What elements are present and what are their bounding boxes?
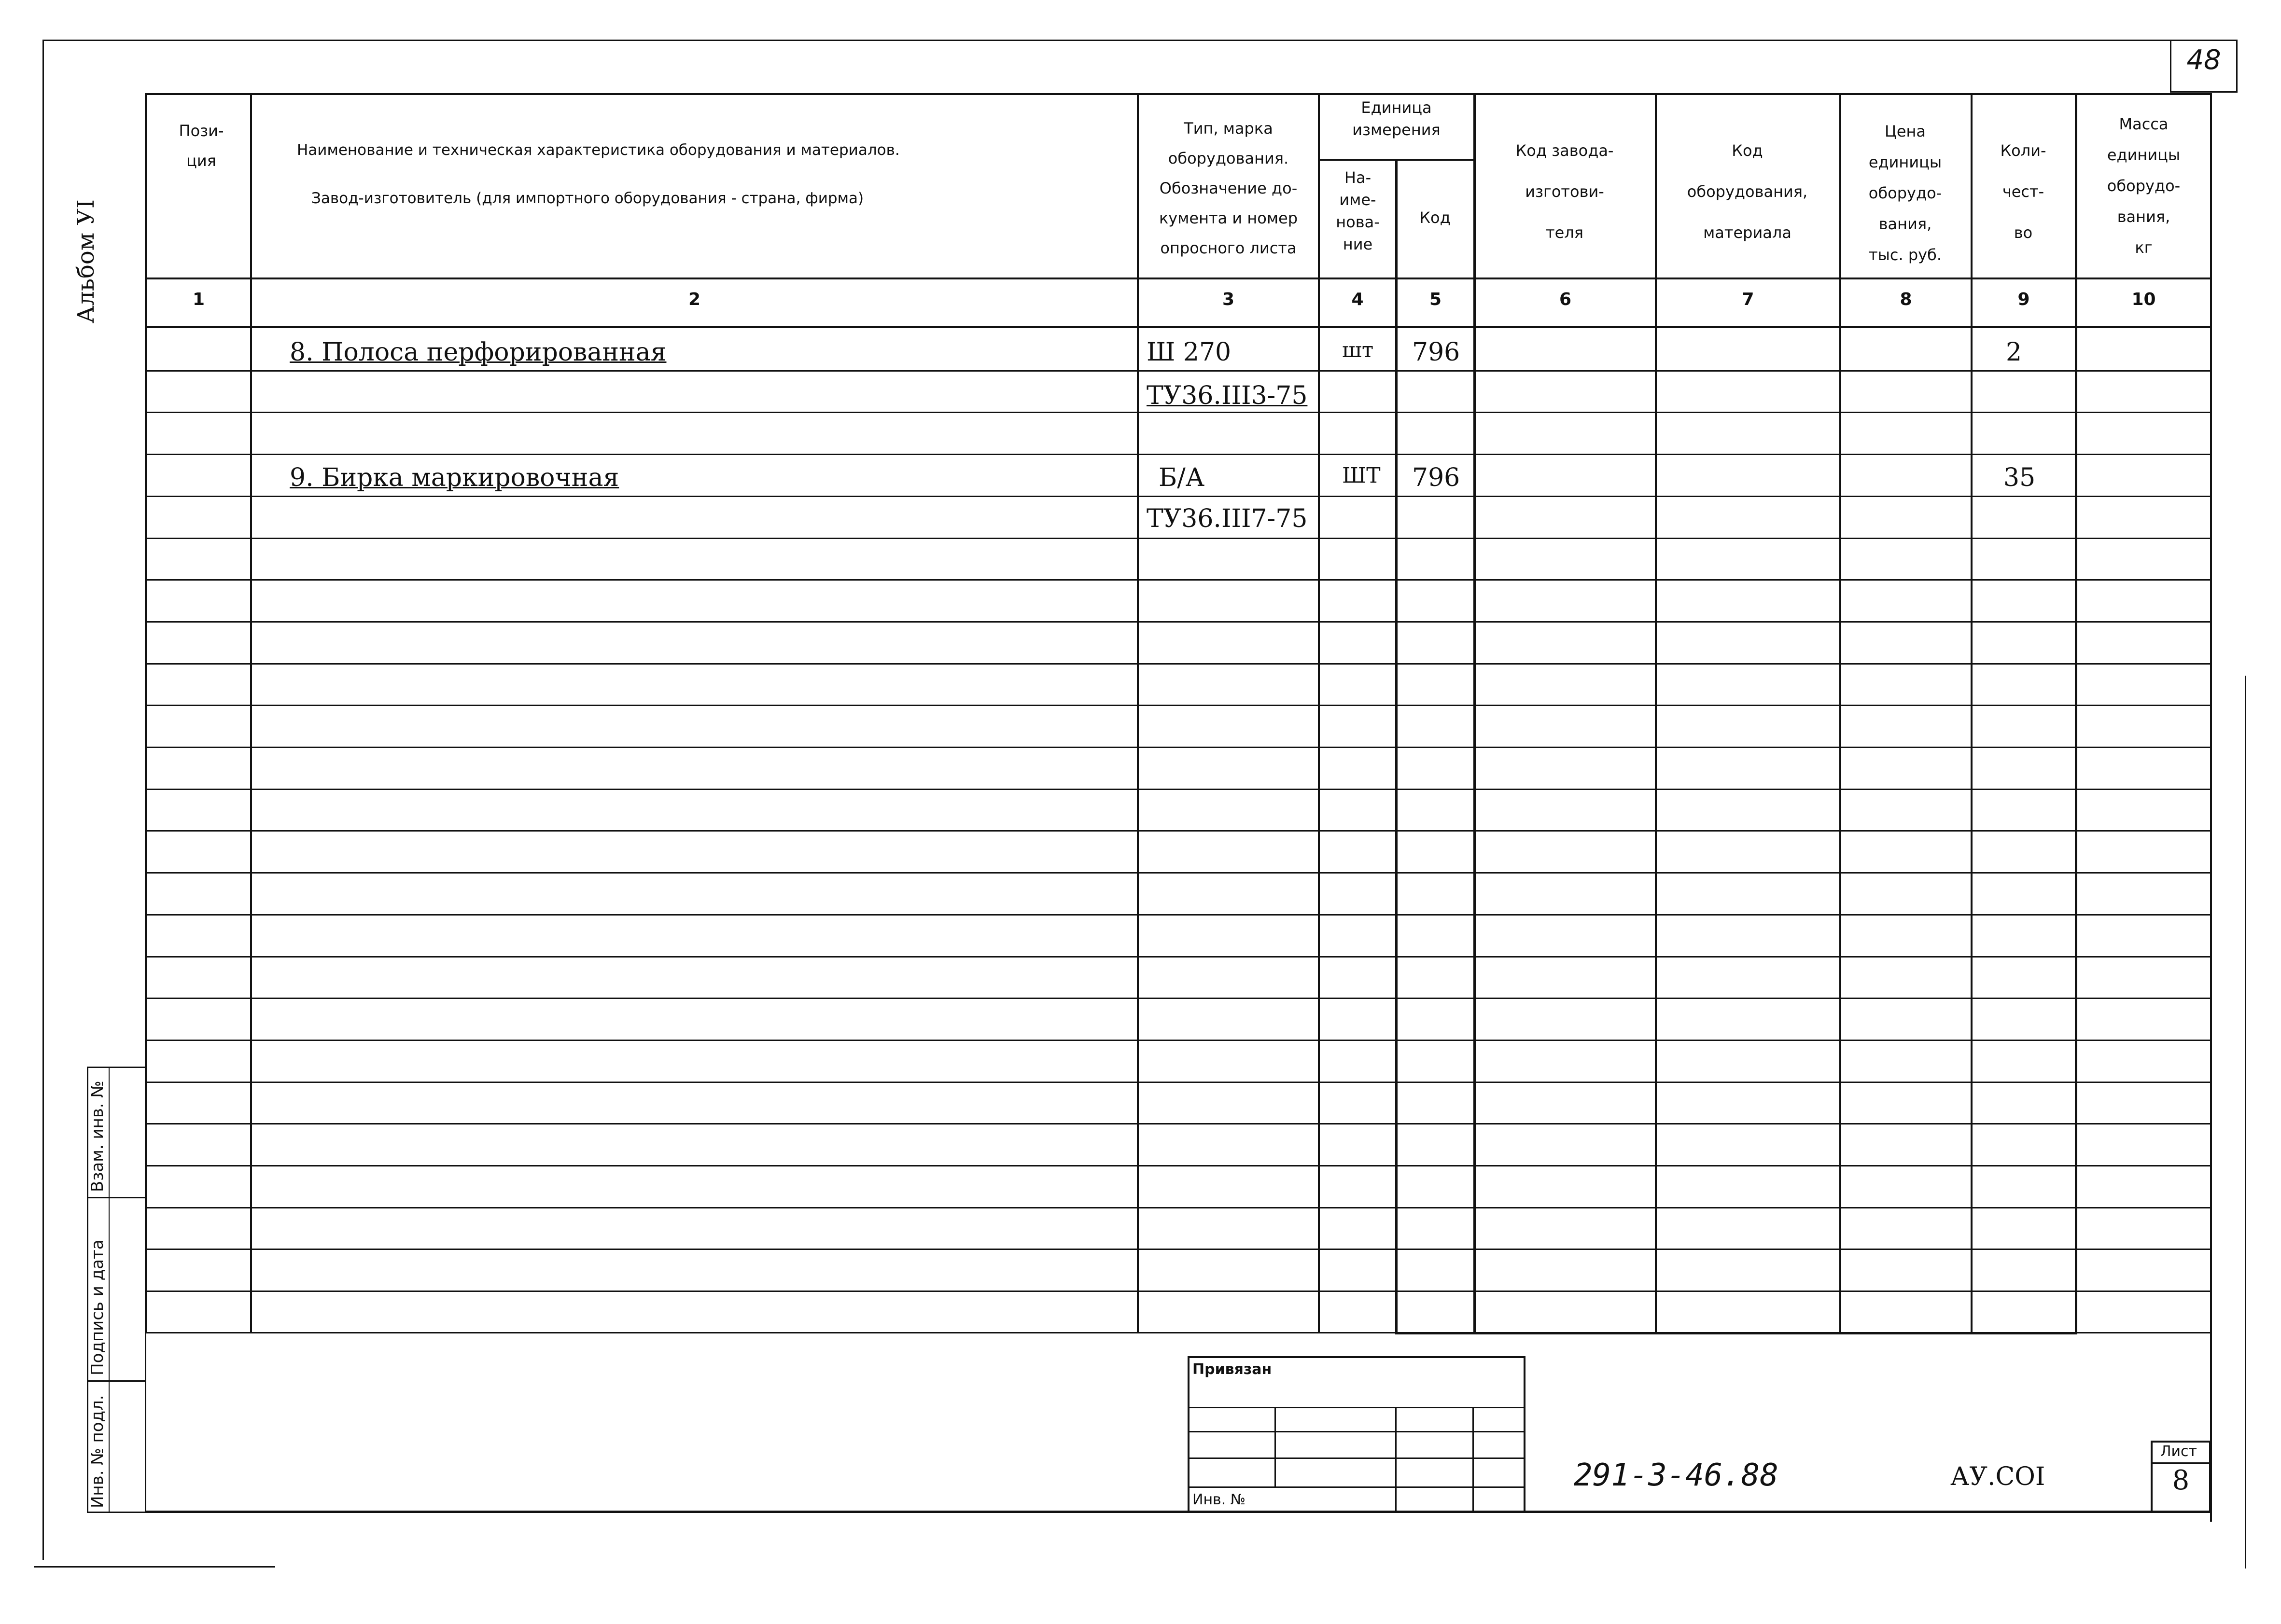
bound-col-1 <box>1274 1407 1276 1486</box>
row-rule <box>145 956 2211 958</box>
row-rule <box>145 1123 2211 1124</box>
header-unit-group: Единица измерения <box>1352 98 1441 139</box>
corner-sheet-number: 48 <box>2186 44 2221 76</box>
row-rule <box>145 1040 2211 1041</box>
row-rule <box>145 579 2211 581</box>
row-rule <box>145 454 2211 455</box>
col-line-8 <box>1971 93 1973 1334</box>
col-number-3: 3 <box>1222 290 1235 309</box>
col-line-3 <box>1318 93 1320 1333</box>
table-top-border <box>145 93 2211 95</box>
col-line-5 <box>1473 93 1476 1334</box>
row-rule <box>145 830 2211 832</box>
row-rule <box>145 538 2211 539</box>
header-factory-code: Код завода- изготови- теля <box>1515 141 1614 242</box>
sheet-box-divider <box>2151 1462 2211 1464</box>
row-rule <box>145 1207 2211 1208</box>
col-line-6 <box>1655 93 1657 1334</box>
col-number-9: 9 <box>2017 290 2030 309</box>
row-4-type: ТУ36.III7-75 <box>1147 504 1308 533</box>
row-rule <box>145 621 2211 623</box>
row-3-qty: 35 <box>2003 463 2036 492</box>
row-rule <box>145 370 2211 372</box>
row-rule <box>145 872 2211 874</box>
header-unit-code: Код <box>1419 208 1451 227</box>
col-number-1: 1 <box>192 290 205 309</box>
page-edge-line <box>34 1566 275 1568</box>
row-rule <box>145 1249 2211 1250</box>
bound-row-2 <box>1188 1431 1525 1432</box>
stamp-signature-date: Подпись и дата <box>88 1239 107 1375</box>
stamp-replacement-inv: Взам. инв. № <box>88 1081 107 1192</box>
stamp-strip-inner <box>109 1067 110 1513</box>
stamp-strip-div2 <box>87 1380 146 1382</box>
col-line-2 <box>1137 93 1139 1333</box>
row-3-name: 9. Бирка маркировочная <box>290 463 619 492</box>
outer-border-top <box>42 40 2210 41</box>
sheet-number: 8 <box>2172 1465 2190 1496</box>
row-1-name: 8. Полоса перфорированная <box>290 338 667 367</box>
header-name-line2: Завод-изготовитель (для импортного оборудования - страна, фирма) <box>311 190 864 207</box>
inv-label: Инв. № <box>1192 1491 1246 1508</box>
row-rule <box>145 789 2211 790</box>
bound-col-2 <box>1395 1407 1397 1513</box>
stamp-strip-top <box>87 1067 146 1068</box>
bound-row-4 <box>1188 1486 1525 1488</box>
col-number-4: 4 <box>1351 290 1364 309</box>
section-code: АУ.СОI <box>1950 1462 2045 1491</box>
header-type: Тип, марка оборудования. Обозначение до- кумента и номер опросного листа <box>1159 119 1298 257</box>
col-number-8: 8 <box>1900 290 1912 309</box>
col-line-1 <box>250 93 252 1333</box>
table-footer-line <box>145 1332 2211 1333</box>
col-number-6: 6 <box>1559 290 1572 309</box>
stamp-strip-div1 <box>87 1197 146 1198</box>
row-3-unit: ШТ <box>1342 463 1381 488</box>
row-rule <box>145 747 2211 748</box>
header-unit-name: На- име- нова- ние <box>1336 168 1380 253</box>
bound-col-3 <box>1472 1407 1474 1513</box>
header-name-line1: Наименование и техническая характеристика оборудования и материалов. <box>297 141 900 159</box>
header-equipment-code: Код оборудования, материала <box>1687 141 1808 242</box>
outer-border-left <box>42 40 44 1560</box>
sheet-label: Лист <box>2160 1443 2197 1460</box>
row-rule <box>145 1291 2211 1292</box>
row-rule <box>145 1082 2211 1083</box>
number-row-bottom-line <box>145 326 2211 328</box>
row-rule <box>145 496 2211 497</box>
col-line-7 <box>1839 93 1841 1334</box>
header-position: Пози- ция <box>179 122 224 170</box>
bound-row-3 <box>1188 1457 1525 1459</box>
stamp-strip-right <box>145 1067 146 1513</box>
bound-box <box>1188 1356 1525 1513</box>
page-right-edge <box>2245 676 2246 1568</box>
row-rule <box>145 1165 2211 1166</box>
row-1-code: 796 <box>1412 338 1460 367</box>
row-3-code: 796 <box>1412 463 1460 492</box>
unit-group-divider <box>1318 159 1475 161</box>
stamp-original-inv: Инв. № подл. <box>88 1395 107 1508</box>
header-quantity: Коли- чест- во <box>2000 141 2046 242</box>
bound-label: Привязан <box>1192 1361 1272 1378</box>
row-1-qty: 2 <box>2006 338 2022 367</box>
row-3-type: Б/А <box>1159 463 1205 492</box>
header-bottom-line <box>145 278 2211 279</box>
col-line-9 <box>2075 93 2077 1334</box>
col-number-5: 5 <box>1429 290 1442 309</box>
row-1-unit: шт <box>1342 338 1374 362</box>
stamp-strip-bottom <box>87 1512 146 1513</box>
title-block-bottom <box>145 1511 2211 1513</box>
row-rule <box>145 705 2211 706</box>
row-rule <box>145 998 2211 999</box>
table-right-border <box>2210 93 2212 1522</box>
document-code: 291-3-46.88 <box>1574 1457 1778 1493</box>
row-rule <box>145 412 2211 413</box>
col-number-10: 10 <box>2131 290 2156 309</box>
header-mass: Масса единицы оборудо- вания, кг <box>2107 115 2181 257</box>
col-number-7: 7 <box>1742 290 1754 309</box>
bound-row-1 <box>1188 1407 1525 1408</box>
row-rule <box>145 663 2211 665</box>
row-1-type: Ш 270 <box>1147 338 1231 367</box>
row-rule <box>145 914 2211 916</box>
header-price: Цена единицы оборудо- вания, тыс. руб. <box>1868 122 1942 264</box>
row-2-type: ТУ36.III3-75 <box>1147 381 1308 410</box>
col-number-2: 2 <box>688 290 701 309</box>
album-label: Альбом УI <box>72 199 99 323</box>
